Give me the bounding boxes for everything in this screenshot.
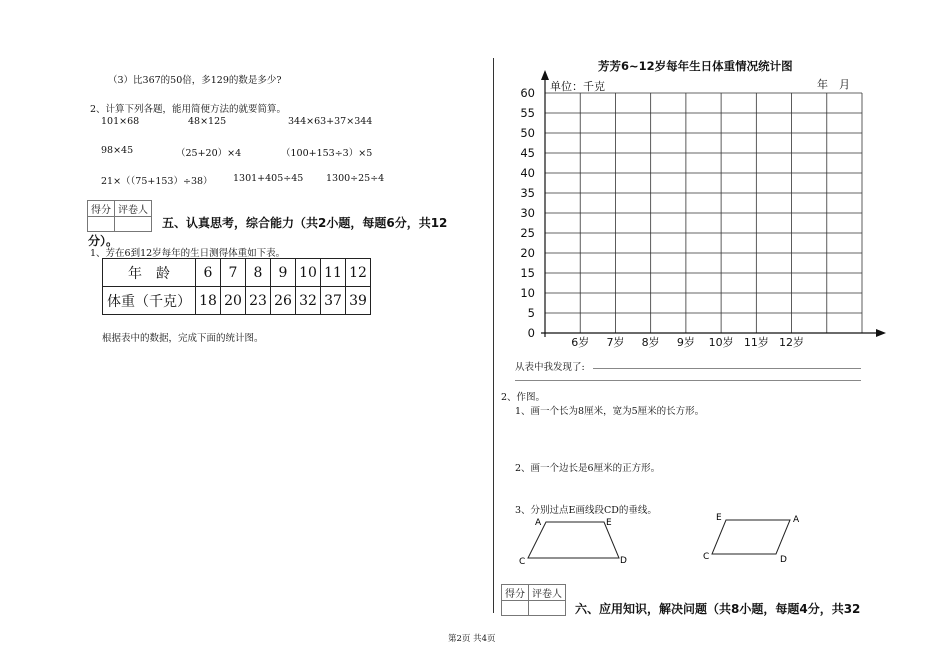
calc-item: （100+153÷3）×5 [281,148,373,159]
question-2-text: 2、作图。 [501,392,546,403]
reviewer-label: 评卷人 [115,201,152,217]
parallelogram-figure [700,508,810,568]
y-tick-label: 60 [520,86,535,100]
trapezoid-figure [514,512,634,572]
reviewer-label: 评卷人 [529,585,566,601]
score-box [501,584,566,616]
weight-cell: 23 [246,287,271,315]
answer-line[interactable] [515,380,861,381]
chart-title: 芳芳6~12岁每年生日体重情况统计图 [598,59,793,73]
point-label: E [606,518,612,528]
score-label: 得分 [502,585,529,601]
weight-header: 体重（千克） [103,287,196,315]
question-3-text: （3）比367的50倍，多129的数是多少? [108,75,282,86]
point-label: A [793,515,800,525]
score-field[interactable] [88,217,115,232]
y-tick-label: 10 [520,286,535,300]
draw-task-3: 3、分别过点E画线段CD的垂线。 [515,505,657,516]
calc-item: 48×125 [188,116,227,127]
calc-item: 98×45 [101,145,134,156]
weight-cell: 26 [271,287,296,315]
age-header: 年 龄 [103,259,196,287]
question-1-text: 1、芳在6到12岁每年的生日测得体重如下表。 [90,248,286,259]
score-label: 得分 [88,201,115,217]
weight-table [102,258,371,315]
chart-grid [545,93,862,333]
age-cell: 6 [196,259,221,287]
calc-item: 1300÷25÷4 [326,173,385,184]
weight-cell: 20 [221,287,246,315]
x-tick-label: 8岁 [641,336,660,349]
weight-cell: 32 [296,287,321,315]
y-tick-label: 5 [527,306,535,320]
y-tick-label: 30 [520,206,535,220]
chart-axes [541,70,886,337]
calc-title: 2、计算下列各题，能用简便方法的就要简算。 [90,104,287,115]
age-cell: 9 [271,259,296,287]
chart-unit-label: 单位：千克 [550,80,605,93]
age-cell: 11 [321,259,346,287]
calc-item: 1301+405÷45 [233,173,304,184]
point-label: D [620,556,627,566]
y-tick-label: 25 [520,226,535,240]
x-axis-arrow [876,329,886,337]
point-label: A [535,518,542,528]
chart-labels [520,86,804,349]
section-6-heading: 六、应用知识，解决问题（共8小题，每题4分，共32 [575,602,861,616]
y-tick-label: 0 [527,326,535,340]
weight-cell: 39 [346,287,371,315]
y-tick-label: 15 [520,266,535,280]
calc-item: （25+20）×4 [176,148,242,159]
y-tick-label: 45 [520,146,535,160]
chart-corner-label: 年 月 [817,78,850,91]
y-tick-label: 35 [520,186,535,200]
calc-item: 21×（（75+153）÷38） [101,176,213,187]
finding-label: 从表中我发现了: [515,362,585,373]
x-tick-label: 12岁 [779,336,805,349]
reviewer-field[interactable] [529,601,566,616]
table-row [103,259,371,287]
y-tick-label: 50 [520,126,535,140]
calc-item: 101×68 [101,116,140,127]
age-cell: 8 [246,259,271,287]
weight-cell: 18 [196,287,221,315]
point-label: E [716,513,722,523]
y-axis-arrow [541,70,549,80]
y-tick-label: 20 [520,246,535,260]
age-cell: 10 [296,259,321,287]
point-label: D [780,555,787,565]
answer-line[interactable] [593,368,861,369]
point-label: C [519,557,526,567]
x-tick-label: 9岁 [676,336,695,349]
age-cell: 7 [221,259,246,287]
column-divider [493,58,494,613]
age-cell: 12 [346,259,371,287]
table-note: 根据表中的数据，完成下面的统计图。 [102,333,264,344]
page-footer: 第2页 共4页 [448,634,496,644]
section-5-heading: 五、认真思考，综合能力（共2小题，每题6分，共12 [162,216,448,230]
reviewer-field[interactable] [115,217,152,232]
score-field[interactable] [502,601,529,616]
x-tick-label: 11岁 [743,336,769,349]
calc-item: 344×63+37×344 [288,116,373,127]
y-tick-label: 40 [520,166,535,180]
point-label: C [703,552,710,562]
x-tick-label: 7岁 [606,336,625,349]
table-row [103,287,371,315]
draw-task-2: 2、画一个边长是6厘米的正方形。 [515,463,661,474]
x-tick-label: 6岁 [571,336,590,349]
y-tick-label: 55 [520,106,535,120]
x-tick-label: 10岁 [708,336,734,349]
draw-task-1: 1、画一个长为8厘米，宽为5厘米的长方形。 [515,406,705,417]
weight-cell: 37 [321,287,346,315]
score-box [87,200,152,232]
section-5-heading-cont: 分）。 [88,234,119,248]
